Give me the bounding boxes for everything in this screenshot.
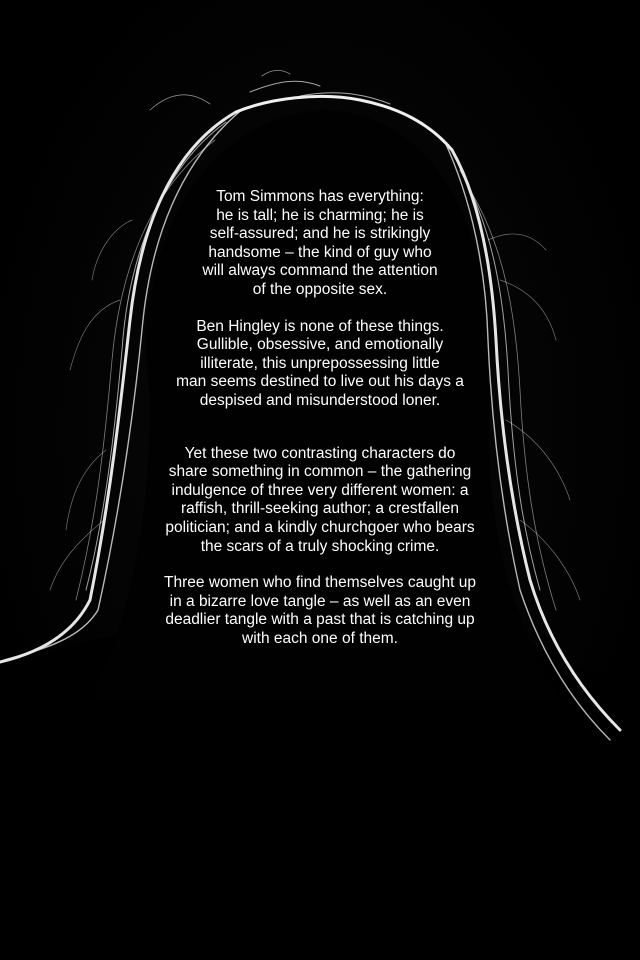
blurb-line: share something in common – the gathering: [168, 463, 472, 481]
blurb-line: indulgence of three very different women: a: [171, 481, 469, 499]
blurb-line: despised and misunderstood loner.: [199, 391, 441, 409]
blurb-line: Yet these two contrasting characters do: [184, 444, 456, 462]
blurb-line: Three women who find themselves caught up: [164, 574, 476, 592]
blurb-paragraph-3: [0, 445, 640, 557]
blurb-line: in a bizarre love tangle – as well as an even: [169, 592, 471, 610]
blurb-line: deadlier tangle with a past that is catching up: [165, 611, 475, 629]
blurb-line: man seems destined to live out his days a: [176, 373, 464, 391]
blurb-paragraph-2: [0, 318, 640, 411]
blurb-line: the scars of a truly shocking crime.: [200, 537, 440, 555]
blurb-paragraph-4: [0, 574, 640, 648]
blurb-line: with each one of them.: [242, 629, 398, 647]
blurb-line: raffish, thrill-seeking author; a crestfallen: [181, 500, 459, 518]
blurb-line: will always command the attention: [202, 262, 438, 280]
blurb-paragraph-1: [0, 188, 640, 300]
blurb-line: he is tall; he is charming; he is: [216, 206, 424, 224]
blurb-line: self-assured; and he is strikingly: [209, 225, 431, 243]
blurb-line: Ben Hingley is none of these things.: [196, 317, 444, 335]
blurb-line: of the opposite sex.: [252, 280, 388, 298]
blurb-line: illiterate, this unprepossessing little: [200, 354, 440, 372]
blurb-line: Gullible, obsessive, and emotionally: [196, 336, 444, 354]
blurb-line: politician; and a kindly churchgoer who bears: [165, 518, 475, 536]
blurb-line: handsome – the kind of guy who: [208, 243, 432, 261]
blurb-line: Tom Simmons has everything:: [216, 188, 424, 205]
book-blurb: [0, 188, 640, 648]
